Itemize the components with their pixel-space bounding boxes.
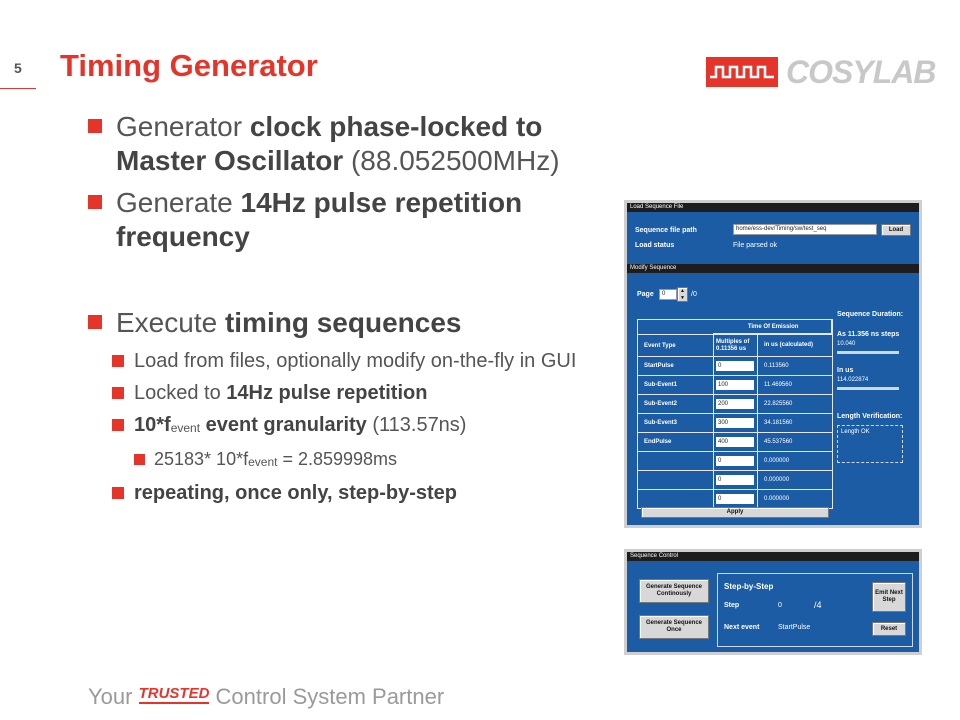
load-status-label: Load status [635, 242, 675, 249]
multiple-input[interactable]: 0 [716, 456, 754, 466]
bullet-marker [88, 119, 102, 133]
bullet-marker [88, 195, 102, 209]
duration-label: Sequence Duration: [837, 311, 904, 318]
cosylab-logo [706, 54, 935, 90]
up-down-arrows-icon: ▲ ▼ [680, 287, 685, 301]
page-input[interactable]: 0 [659, 289, 677, 300]
file-path-input[interactable]: home/ess-dev/Timing/sw/test_seq [733, 224, 877, 235]
length-status: Length OK [837, 425, 903, 463]
steps-value: 10.040 [837, 341, 856, 347]
multiples-header: Multiples of 0.11356 us [714, 335, 758, 356]
inus-value: 114.022874 [837, 377, 869, 383]
control-section [627, 561, 919, 652]
subbullet-modes: repeating, once only, step-by-step [88, 480, 618, 506]
time-of-emission-header: Time Of Emission [713, 320, 832, 334]
generate-once-button[interactable]: Generate Sequence Once [639, 615, 709, 639]
bullet-marker [112, 487, 124, 499]
bullet-list [88, 110, 618, 512]
in-us-header: in us (calculated) [764, 342, 814, 348]
subsubbullet-duration: 25183* $10*f_{event} = 2.859998ms$ [88, 447, 618, 474]
modify-section [627, 273, 919, 525]
table-row: 0 0.000000 [638, 451, 832, 470]
bullet-marker [112, 419, 124, 431]
load-section-header: Load Sequence File [627, 203, 919, 212]
steps-bar [837, 351, 899, 354]
table-row: EndPulse 400 45.537560 [638, 432, 832, 451]
multiple-input[interactable]: 400 [716, 437, 754, 447]
bullet-marker [112, 387, 124, 399]
reset-button[interactable]: Reset [872, 622, 906, 636]
bullet-clock: Generator clock phase-locked to Master Oscillator (88.052500MHz) [88, 110, 618, 178]
table-row: Sub-Event1 100 11.469560 [638, 375, 832, 394]
bullet-marker [88, 315, 102, 329]
emit-next-step-button[interactable]: Emit Next Step [872, 582, 906, 612]
step-label: Step [724, 602, 740, 609]
file-path-label: Sequence file path [635, 227, 697, 234]
sequence-table [637, 319, 833, 509]
generate-continuous-button[interactable]: Generate Sequence Continously [639, 579, 709, 603]
logo-text: COSYLAB [786, 53, 936, 90]
steps-label: As 11.356 ns steps [837, 331, 900, 338]
inus-label: In us [837, 367, 854, 374]
bullet-sequences: Execute timing sequences [88, 306, 618, 340]
page-number: 5 [14, 60, 22, 76]
pulse-train-icon [706, 57, 778, 87]
subbullet-locked: Locked to 14Hz pulse repetition [88, 380, 618, 406]
footer-tagline: Your $^{TRUSTED}$ Control System Partner [88, 684, 445, 709]
sequence-gui-panel [624, 200, 922, 528]
multiple-input[interactable]: 100 [716, 380, 754, 390]
step-value: 0 [778, 602, 782, 609]
next-event-value: StartPulse [778, 624, 811, 631]
table-row: 0 0.000000 [638, 470, 832, 489]
load-status-value: File parsed ok [733, 242, 777, 249]
next-event-label: Next event [724, 624, 760, 631]
multiple-input[interactable]: 300 [716, 418, 754, 428]
inus-bar [837, 387, 899, 390]
multiple-input[interactable]: 0 [716, 361, 754, 371]
step-total: /4 [814, 600, 822, 610]
subbullet-load: Load from files, optionally modify on-the-fly in GUI [88, 348, 618, 374]
page-total: /0 [691, 291, 697, 298]
page-label: Page [637, 291, 654, 298]
table-row: 0 0.000000 [638, 489, 832, 508]
bullet-marker [134, 454, 145, 465]
sequence-control-panel [624, 549, 922, 655]
subbullet-granularity: $10*f_{event}$ event granularity (113.57ns) [88, 412, 618, 441]
table-row: Sub-Event2 200 22.825560 [638, 394, 832, 413]
sbs-title: Step-by-Step [724, 582, 774, 591]
page-spinner[interactable] [677, 287, 688, 302]
multiple-input[interactable]: 200 [716, 399, 754, 409]
length-label: Length Verification: [837, 413, 903, 420]
load-button[interactable]: Load [881, 224, 911, 236]
modify-section-header: Modify Sequence [627, 264, 919, 273]
table-row: Sub-Event3 300 34.181560 [638, 413, 832, 432]
step-by-step-box [717, 573, 913, 647]
control-section-header: Sequence Control [627, 552, 919, 561]
trusted-mark: TRUSTED [138, 685, 210, 702]
multiple-input[interactable]: 0 [716, 494, 754, 504]
event-type-header: Event Type [638, 335, 714, 356]
apply-button[interactable]: Apply [641, 507, 829, 518]
slide-title: Timing Generator [60, 48, 318, 83]
bullet-marker [112, 355, 124, 367]
load-section [627, 212, 919, 264]
page-number-rule [0, 88, 36, 89]
table-row: StartPulse 0 0.113560 [638, 356, 832, 375]
bullet-frequency: Generate 14Hz pulse repetition frequency [88, 186, 618, 254]
multiple-input[interactable]: 0 [716, 475, 754, 485]
